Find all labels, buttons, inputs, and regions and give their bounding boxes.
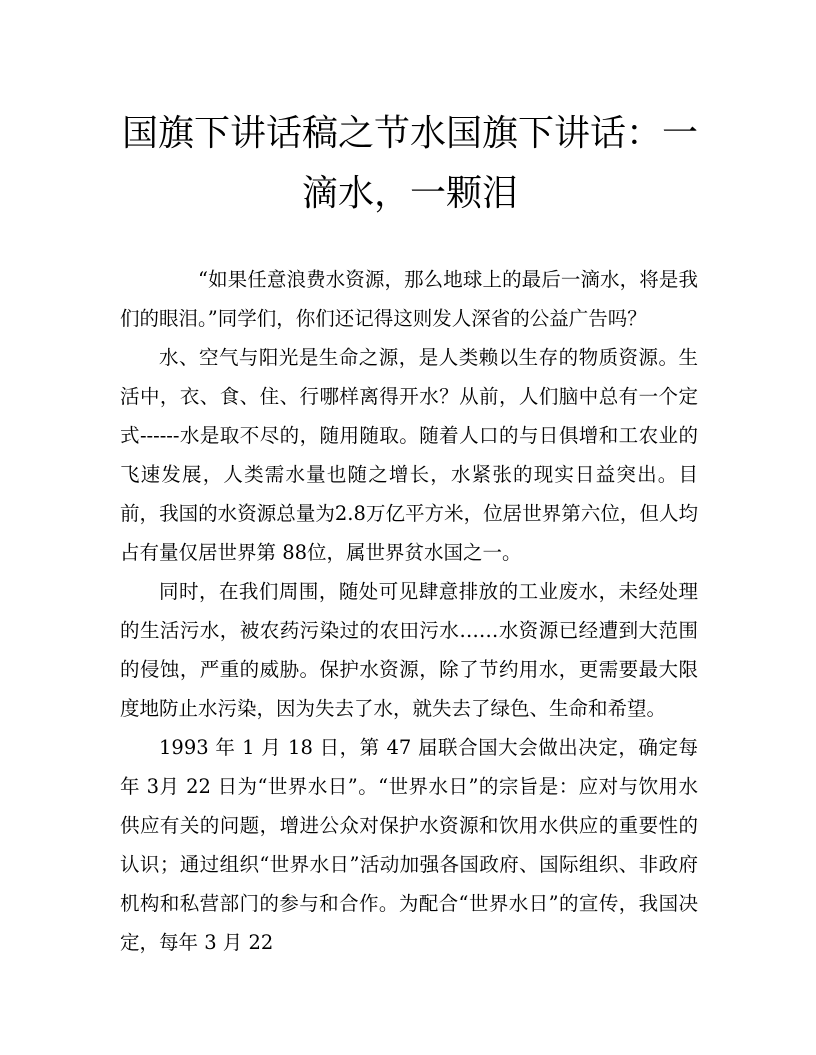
paragraph-4: 1993 年 1 月 18 日，第 47 届联合国大会做出决定，确定每年 3月 22 日为“世界水日”。“世界水日”的宗旨是：应对与饮用水供应有关的问题，增进公众对保护水资源和饮用水供应的重要性的认识；通过组织“世界水日”活动加强各国政府、国际组织、非政府机构和私营部门的参与和合作。为配合“世界水日”的宣传，我国决定，每年 3 月 22 [120, 736, 698, 954]
document-body [120, 260, 698, 962]
paragraph-3: 同时，在我们周围，随处可见肆意排放的工业废水，未经处理的生活污水，被农药污染过的农田污水……水资源已经遭到大范围的侵蚀，严重的威胁。保护水资源，除了节约用水，更需要最大限度地防止水污染，因为失去了水，就失去了绿色、生命和希望。 [120, 580, 698, 720]
document-title: 国旗下讲话稿之节水国旗下讲话：一滴水，一颗泪 [121, 113, 698, 214]
paragraph-1: “如果任意浪费水资源，那么地球上的最后一滴水，将是我们的眼泪。”同学们，你们还记得这则发人深省的公益广告吗？ [120, 268, 698, 330]
paragraph-2: 水、空气与阳光是生命之源，是人类赖以生存的物质资源。生活中，衣、食、住、行哪样离得开水？从前，人们脑中总有一个定式------水是取不尽的，随用随取。随着人口的与日俱增和工农业的飞速发展，人类需水量也随之增长，水紧张的现实日益突出。目前，我国的水资源总量为2.8万亿平方米，位居世界第六位，但人均占有量仅居世界第 88位，属世界贫水国之一。 [120, 346, 698, 564]
